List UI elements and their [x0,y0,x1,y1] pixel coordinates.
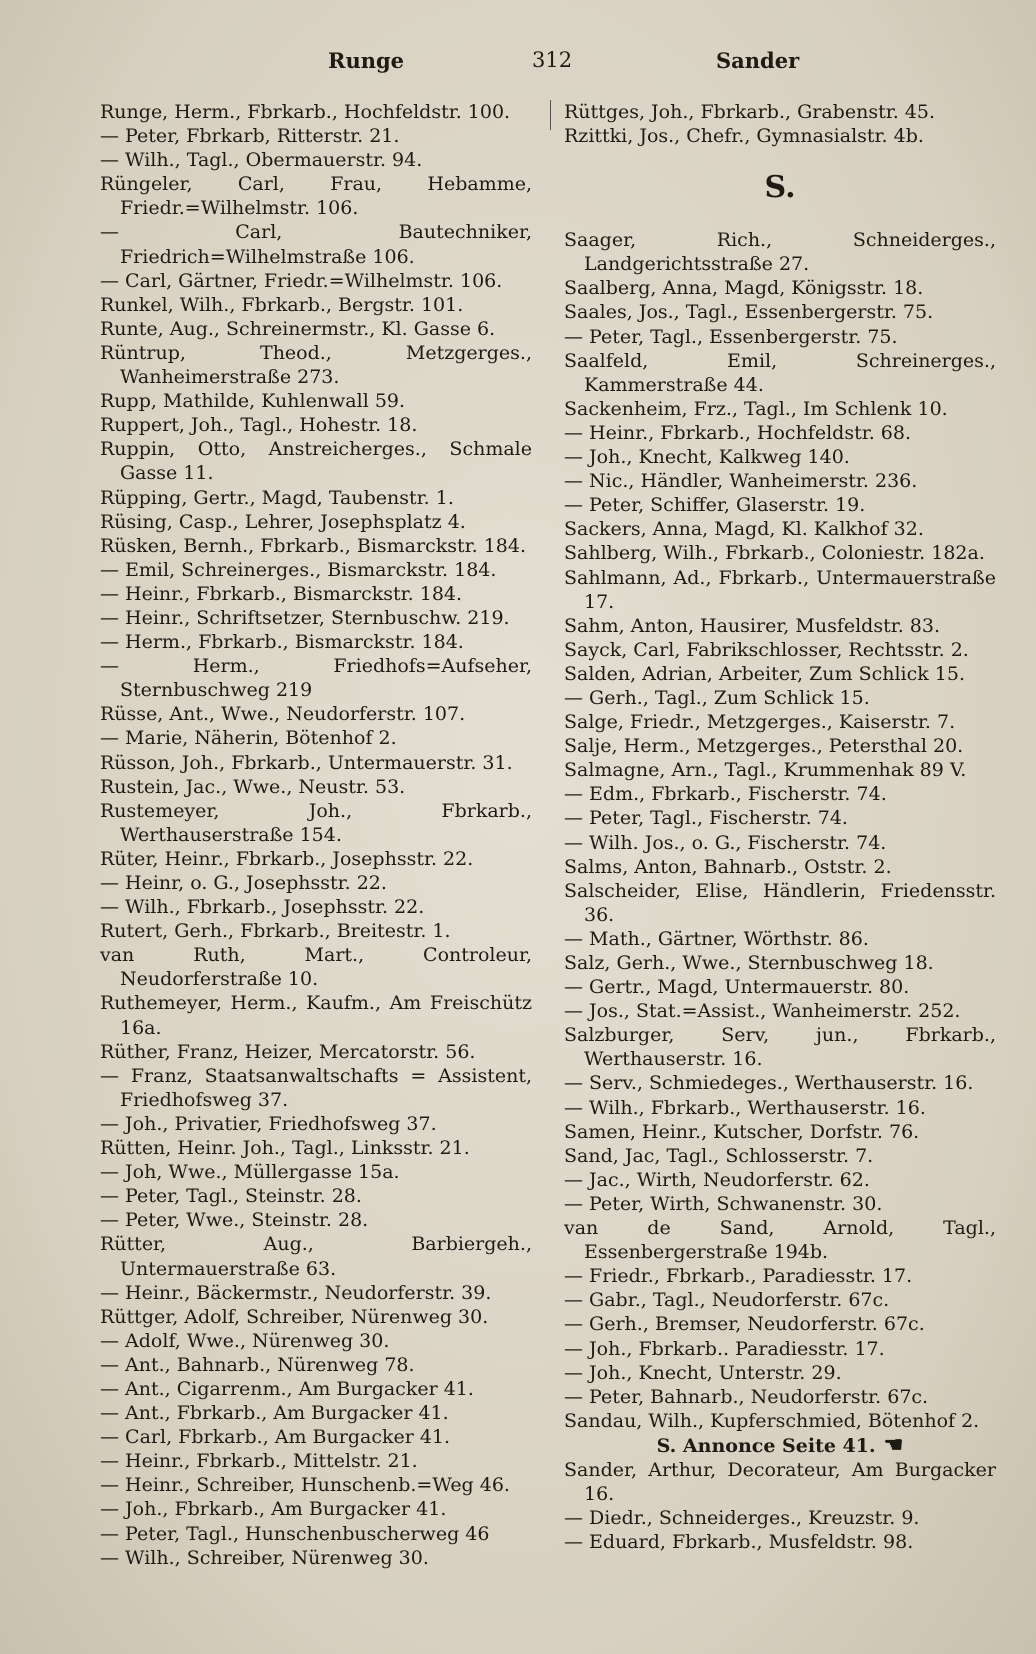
left-column [100,100,532,1570]
directory-entry: — Joh., Knecht, Unterstr. 29. [564,1361,842,1384]
directory-entry: Sandau, Wilh., Kupferschmied, Bötenhof 2. [564,1409,980,1432]
directory-entry: Sander, Arthur, Decorateur, Am Burgacker 16. [564,1458,996,1506]
directory-entry: Sahm, Anton, Hausirer, Musfeldstr. 83. [564,614,941,637]
directory-entry: Rupp, Mathilde, Kuhlenwall 59. [100,390,406,413]
directory-entry: — Herm., Friedhofs=Aufseher, Sternbuschweg 219 [100,655,532,702]
directory-entry: Rüntrup, Theod., Metzgerges., Wanheimerstraße 273. [100,341,532,389]
section-letter: S. [764,170,796,206]
directory-entry: — Adolf, Wwe., Nürenweg 30. [100,1329,390,1352]
directory-entry: Salden, Adrian, Arbeiter, Zum Schlick 15. [564,662,966,685]
directory-entry: Saales, Jos., Tagl., Essenbergerstr. 75. [564,301,934,324]
directory-entry: Rüsse, Ant., Wwe., Neudorferstr. 107. [100,703,466,726]
directory-entry: — Nic., Händler, Wanheimerstr. 236. [564,470,918,493]
directory-entry: Sahlberg, Wilh., Fbrkarb., Coloniestr. 182a. [564,542,985,565]
directory-entry: — Heinr., Bäckermstr., Neudorferstr. 39. [100,1281,492,1304]
directory-entry: Samen, Heinr., Kutscher, Dorfstr. 76. [564,1120,920,1143]
directory-entry: Sand, Jac, Tagl., Schlosserstr. 7. [564,1144,874,1167]
directory-entry: Rüsing, Casp., Lehrer, Josephsplatz 4. [100,510,466,533]
directory-entry: — Jos., Stat.=Assist., Wanheimerstr. 252. [564,1000,961,1023]
directory-entry: — Wilh., Fbrkarb., Josephsstr. 22. [100,896,425,919]
directory-entry: Sackenheim, Frz., Tagl., Im Schlenk 10. [564,397,948,420]
directory-entry: — Peter, Bahnarb., Neudorferstr. 67c. [564,1385,929,1408]
directory-entry: Runge, Herm., Fbrkarb., Hochfeldstr. 100. [100,101,511,123]
directory-entry: Salzburger, Serv, jun., Fbrkarb., Werthauserstr. 16. [564,1024,996,1071]
column-divider [550,100,551,130]
directory-entry: — Wilh. Jos., o. G., Fischerstr. 74. [564,831,887,854]
directory-entry: — Joh., Fbrkarb., Am Burgacker 41. [100,1498,447,1521]
directory-entry: Rütter, Aug., Barbiergeh., Untermauerstraße 63. [100,1233,532,1280]
right-column [564,100,996,1554]
directory-entry: — Edm., Fbrkarb., Fischerstr. 74. [564,783,887,806]
directory-entry: Salz, Gerh., Wwe., Sternbuschweg 18. [564,952,934,974]
directory-entry: — Jac., Wirth, Neudorferstr. 62. [564,1168,870,1191]
directory-entry: Ruthemeyer, Herm., Kaufm., Am Freischütz 16a. [100,992,532,1039]
directory-entry: Sahlmann, Ad., Fbrkarb., Untermauerstraße 17. [564,566,996,613]
directory-entry: — Gabr., Tagl., Neudorferstr. 67c. [564,1289,890,1312]
directory-entry: — Gertr., Magd, Untermauerstr. 80. [564,976,910,999]
directory-entry: Salmagne, Arn., Tagl., Krummenhak 89 V. [564,759,967,782]
directory-entry: — Herm., Fbrkarb., Bismarckstr. 184. [100,631,464,654]
directory-entry: Sayck, Carl, Fabrikschlosser, Rechtsstr. 2. [564,638,969,661]
directory-entry: — Peter, Fbrkarb, Ritterstr. 21. [100,125,400,148]
directory-entry: — Peter, Wirth, Schwanenstr. 30. [564,1192,883,1215]
directory-entry: — Franz, Staatsanwaltschafts = Assistent, Friedhofsweg 37. [100,1064,532,1111]
directory-entry: — Gerh., Tagl., Zum Schlick 15. [564,686,870,709]
directory-entry: — Heinr., Fbrkarb., Bismarckstr. 184. [100,582,463,605]
header-right-word: Sander [716,48,800,73]
annonce-note [564,1433,996,1458]
directory-entry: Saalfeld, Emil, Schreinerges., Kammerstraße 44. [564,349,996,396]
pointing-hand-icon: ☚ [883,1431,904,1458]
directory-entry: Rzittki, Jos., Chefr., Gymnasialstr. 4b. [564,125,924,148]
directory-entry: — Eduard, Fbrkarb., Musfeldstr. 98. [564,1531,914,1554]
directory-entry: Rustemeyer, Joh., Fbrkarb., Werthauserstraße 154. [100,799,532,846]
directory-entry: Rutert, Gerh., Fbrkarb., Breitestr. 1. [100,920,451,943]
directory-entry: — Carl, Fbrkarb., Am Burgacker 41. [100,1426,451,1449]
directory-entry: — Ant., Bahnarb., Nürenweg 78. [100,1353,415,1376]
directory-entry: Salje, Herm., Metzgerges., Petersthal 20. [564,735,964,758]
directory-entry: — Marie, Näherin, Bötenhof 2. [100,727,397,750]
directory-entry: van de Sand, Arnold, Tagl., Essenbergerstraße 194b. [564,1217,996,1264]
directory-entry: Ruppin, Otto, Anstreicherges., Schmale Gasse 11. [100,438,532,485]
header-left-word: Runge [328,48,405,73]
directory-entry: — Peter, Tagl., Steinstr. 28. [100,1185,362,1208]
directory-entry: — Ant., Fbrkarb., Am Burgacker 41. [100,1402,449,1425]
directory-entry: Salms, Anton, Bahnarb., Oststr. 2. [564,855,892,878]
directory-entry: — Serv., Schmiedeges., Werthauserstr. 16. [564,1072,974,1095]
directory-entry: — Joh., Fbrkarb.. Paradiesstr. 17. [564,1337,885,1360]
directory-entry: Salscheider, Elise, Händlerin, Friedensstr. 36. [564,879,996,926]
directory-entry: Sackers, Anna, Magd, Kl. Kalkhof 32. [564,518,924,541]
directory-entry: — Joh, Wwe., Müllergasse 15a. [100,1161,400,1184]
directory-entry: — Peter, Wwe., Steinstr. 28. [100,1209,369,1232]
directory-entry: — Gerh., Bremser, Neudorferstr. 67c. [564,1313,925,1336]
directory-entry: Saalberg, Anna, Magd, Königsstr. 18. [564,277,924,300]
directory-entry: — Joh., Privatier, Friedhofsweg 37. [100,1112,437,1135]
page-number: 312 [532,48,573,72]
directory-entry: — Heinr., Schreiber, Hunschenb.=Weg 46. [100,1474,510,1497]
directory-entry: — Carl, Bautechniker, Friedrich=Wilhelmstraße 106. [100,221,532,268]
directory-entry: — Peter, Schiffer, Glaserstr. 19. [564,494,866,517]
directory-entry: — Heinr., Fbrkarb., Mittelstr. 21. [100,1450,418,1473]
directory-entry: Runte, Aug., Schreinermstr., Kl. Gasse 6. [100,317,496,340]
directory-entry: — Math., Gärtner, Wörthstr. 86. [564,927,869,950]
directory-entry: Rüttger, Adolf, Schreiber, Nürenweg 30. [100,1305,489,1328]
directory-entry: — Wilh., Tagl., Obermauerstr. 94. [100,149,423,172]
directory-entry: Rustein, Jac., Wwe., Neustr. 53. [100,775,406,798]
annonce-text: S. Annonce Seite 41. [656,1434,876,1457]
directory-entry: — Diedr., Schneiderges., Kreuzstr. 9. [564,1507,920,1530]
directory-entry: Rüter, Heinr., Fbrkarb., Josephsstr. 22. [100,847,474,870]
directory-entry: Runkel, Wilh., Fbrkarb., Bergstr. 101. [100,293,464,316]
directory-entry: van Ruth, Mart., Controleur, Neudorferstraße 10. [100,944,532,991]
directory-entry: Rüsken, Bernh., Fbrkarb., Bismarckstr. 184. [100,534,527,557]
directory-entry: Rüsson, Joh., Fbrkarb., Untermauerstr. 31. [100,751,513,774]
directory-entry: — Heinr., Schriftsetzer, Sternbuschw. 219. [100,606,510,629]
directory-entry: — Wilh., Schreiber, Nürenweg 30. [100,1546,429,1569]
directory-entry: — Friedr., Fbrkarb., Paradiesstr. 17. [564,1265,913,1288]
directory-entry: Rütten, Heinr. Joh., Tagl., Linksstr. 21. [100,1137,470,1160]
directory-entry: — Ant., Cigarrenm., Am Burgacker 41. [100,1377,474,1400]
directory-entry: — Peter, Tagl., Hunschenbuscherweg 46 [100,1522,490,1545]
directory-entry: Rüngeler, Carl, Frau, Hebamme, Friedr.=Wilhelmstr. 106. [100,173,532,220]
directory-entry: — Carl, Gärtner, Friedr.=Wilhelmstr. 106. [100,269,503,292]
directory-entry: — Peter, Tagl., Essenbergerstr. 75. [564,325,898,348]
directory-entry: — Joh., Knecht, Kalkweg 140. [564,446,850,469]
directory-entry: Rüpping, Gertr., Magd, Taubenstr. 1. [100,486,454,509]
directory-entry: — Wilh., Fbrkarb., Werthauserstr. 16. [564,1096,926,1119]
directory-entry: Rüttges, Joh., Fbrkarb., Grabenstr. 45. [564,101,936,123]
directory-entry: — Heinr., Fbrkarb., Hochfeldstr. 68. [564,421,911,444]
directory-entry: Ruppert, Joh., Tagl., Hohestr. 18. [100,414,418,437]
directory-entry: Salge, Friedr., Metzgerges., Kaiserstr. 7. [564,711,956,734]
directory-entry: Saager, Rich., Schneiderges., Landgerichtsstraße 27. [564,229,996,276]
directory-entry: Rüther, Franz, Heizer, Mercatorstr. 56. [100,1040,476,1063]
directory-entry: — Heinr, o. G., Josephsstr. 22. [100,872,387,894]
directory-entry: — Emil, Schreinerges., Bismarckstr. 184. [100,558,497,581]
page-header [100,48,996,82]
directory-entry: — Peter, Tagl., Fischerstr. 74. [564,807,848,830]
